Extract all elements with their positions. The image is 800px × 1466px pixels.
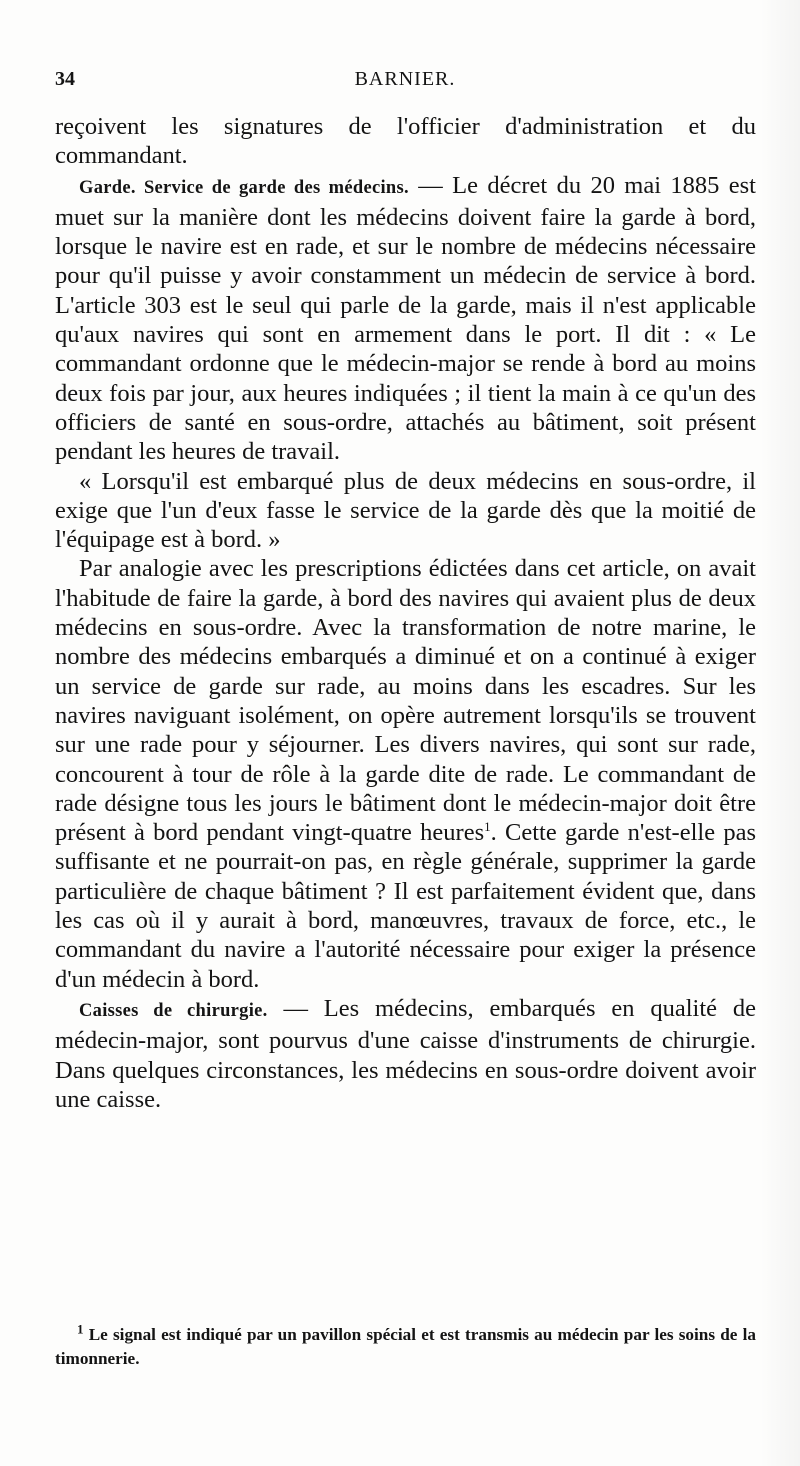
paragraph-text: — Les médecins, embarqués en qualité de médecin-major, sont pourvus d'une caisse d'instruments de chirurgie. Dans quelques circonstances, les médecins en sous-ordre doivent avoir une caisse. <box>55 994 757 1113</box>
paragraph-text: — Le décret du 20 mai 1885 est muet sur la manière dont les médecins doivent faire la garde à bord, lorsque le navire est en rade, et sur le nombre de médecins nécessaire pour qu'il puisse y avoir constamment un médecin de service à bord. L'article 303 est le seul qui parle de la garde, mais il n'est applicable qu'aux navires qui sont en armement dans le port. Il dit : « Le commandant ordonne que le médecin-major se rende à bord au moins deux fois par jour, aux heures indiquées ; il tient la main à ce qu'un des officiers de santé en sous-ordre, attachés au bâtiment, soit présent pendant les heures de travail. <box>55 171 756 466</box>
paragraph-garde <box>55 171 756 467</box>
footnote <box>55 1323 756 1371</box>
body-text <box>55 112 756 1114</box>
paragraph-text: Par analogie avec les prescriptions édictées dans cet article, on avait l'habitude de faire la garde, à bord des navires qui avaient plus de deux médecins en sous-ordre. Avec la transformation de notre marine, le nombre des médecins embarqués a diminué et on a continué à exiger un service de garde sur rade, au moins dans les escadres. Sur les navires naviguant isolément, on opère autrement lorsqu'ils se trouvent sur une rade pour y séjourner. Les divers navires, qui sont sur rade, concourent à tour de rôle à la garde dite de rade. Le commandant de rade désigne tous les jours le bâtiment dont le médecin-major doit être présent à bord pendant vingt-quatre heures <box>55 555 756 847</box>
paragraph-text: « Lorsqu'il est embarqué plus de deux médecins en sous-ordre, il exige que l'un d'eux fasse le service de la garde dès que la moitié de l'équipage est à bord. » <box>55 467 756 554</box>
footnote-paragraph <box>55 1323 756 1371</box>
paragraph-text: . Cette garde n'est-elle pas suffisante et ne pourrait-on pas, en règle générale, supprimer la garde particulière de chaque bâtiment ? Il est parfaitement évident que, dans les cas où il y aurait à bord, manœuvres, travaux de force, etc., le commandant du navire a l'autorité nécessaire pour exiger la présence d'un médecin à bord. <box>55 819 757 993</box>
footnote-text: Le signal est indiqué par un pavillon spécial et est transmis au médecin par les soins de la timonnerie. <box>55 1325 756 1368</box>
footnote-marker: 1 <box>77 1321 84 1337</box>
page-edge-shadow <box>760 0 800 1466</box>
page-header <box>55 68 755 98</box>
paragraph-continuation <box>55 112 756 171</box>
section-heading-caisses: Caisses de chirurgie. <box>79 1000 268 1021</box>
page-number: 34 <box>55 68 75 90</box>
paragraph-analogie <box>55 554 756 993</box>
paragraph-quote <box>55 467 756 555</box>
running-head: BARNIER. <box>354 68 456 90</box>
footnote-reference: 1 <box>484 818 491 834</box>
paragraph-caisses <box>55 994 756 1114</box>
section-heading-garde: Garde. Service de garde des médecins. <box>79 177 409 198</box>
paragraph-text: reçoivent les signatures de l'officier d'administration et du commandant. <box>55 113 756 170</box>
